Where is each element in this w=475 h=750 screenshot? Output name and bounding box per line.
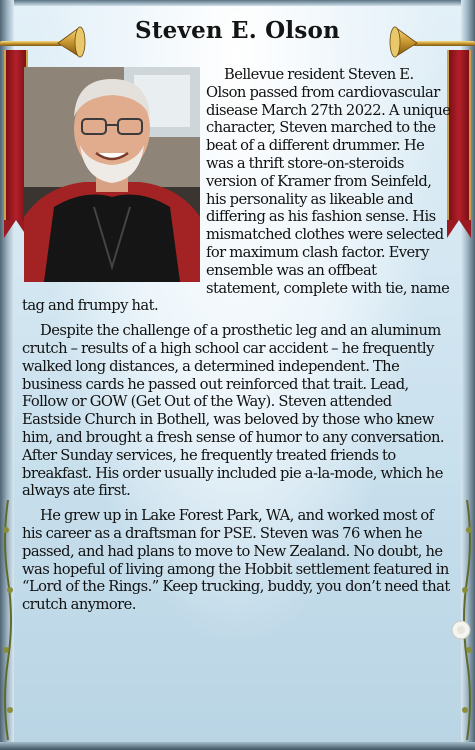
obituary-title: Steven E. Olson [135, 17, 340, 44]
paragraph: He grew up in Lake Forest Park, WA, and worked most of his career as a draftsman for PSE. Steven was 76 when he passed, and had plans to move to New Zealand. No doubt, he was hopeful of living among the Hobbit settlement featured in “Lord of the Rings.” Keep trucking, buddy, you don’t need that crutch anymore. [22, 507, 450, 614]
vine-decoration-left [2, 500, 14, 740]
paragraph: Bellevue resident Steven E. Olson passed from cardiovascular disease March 27th 2022. A unique character, Steven marched to the beat of a different drummer. He was a thrift store-on-steroids version of Kramer from Seinfeld, his personality as likeable and differing as his fashion sense. His mismatched clothes were selected for maximum clash factor. Every ensemble was an offbeat statement, complete with tie, name tag and frumpy hat. [22, 66, 451, 315]
paragraph: Despite the challenge of a prosthetic leg and an aluminum crutch – results of a high school car accident – he frequently walked long distances, a determined independent. The business cards he passed out reinforced that trait. Lead, Follow or GOW (Get Out of the Way). Steven attended Eastside Church in Bothell, was beloved by those who knew him, and brought a fresh sense of humor to any conversation. After Sunday services, he frequently treated friends to breakfast. His order usually included pie a-la-mode, which he always ate first. [22, 322, 445, 500]
white-rose-icon [451, 618, 471, 644]
frame-bottom [0, 742, 475, 750]
photo-spacer [22, 66, 206, 286]
frame-top [0, 0, 475, 6]
obituary-body [22, 66, 453, 621]
